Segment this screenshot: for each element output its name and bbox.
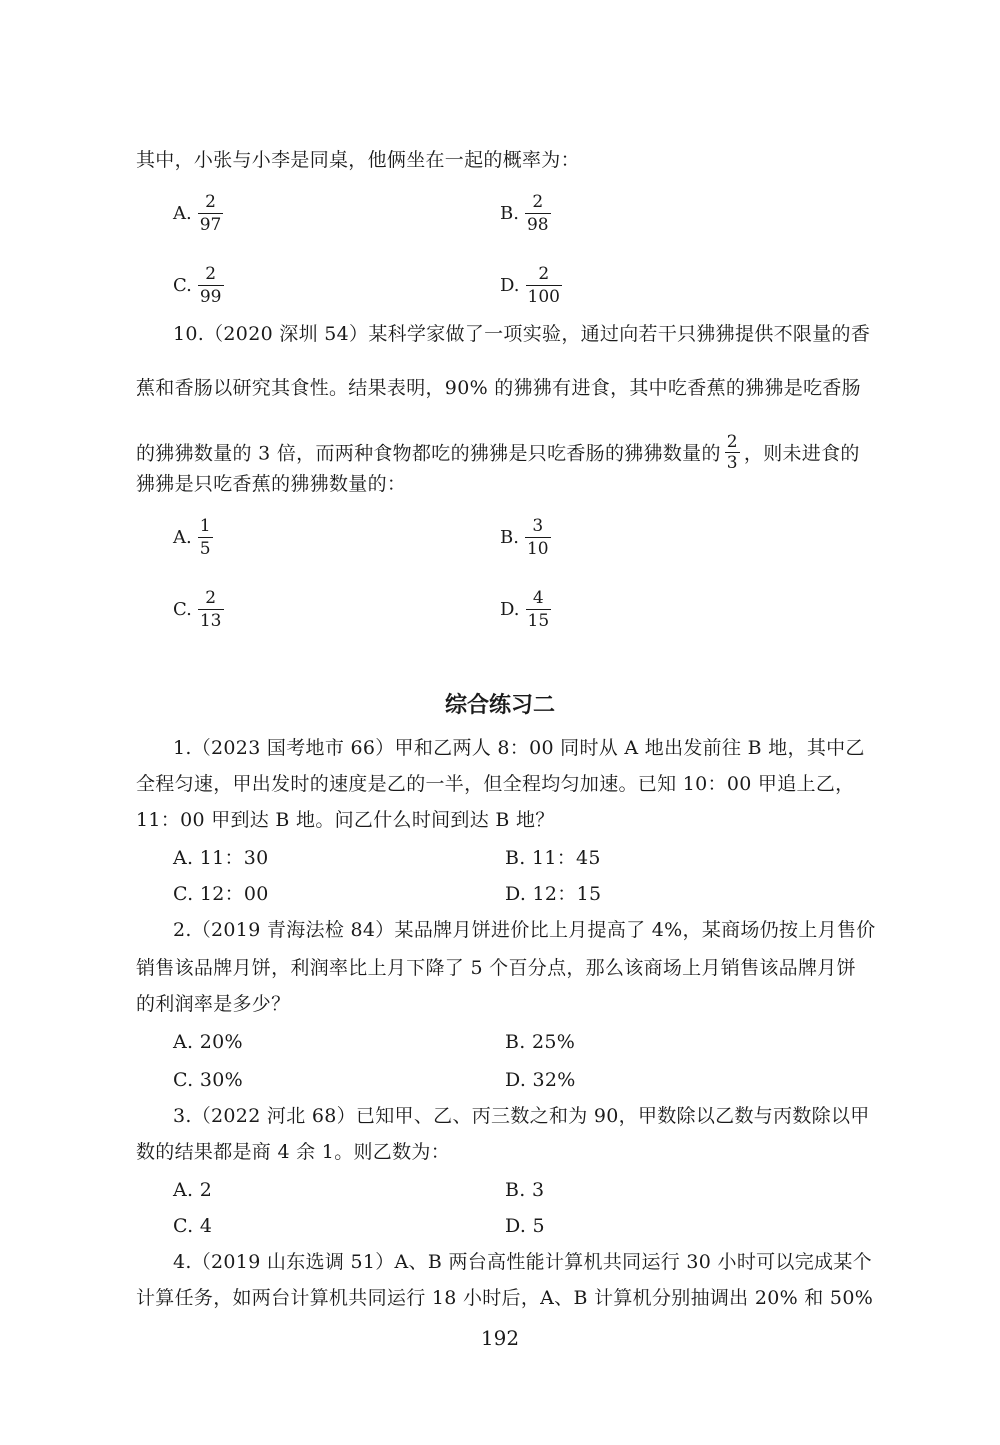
p2-option-d[interactable]: D. 32% (505, 1069, 576, 1091)
fraction: $\frac{2}{97}$ (199, 192, 222, 235)
inline-fraction: $\frac{2}{3}$ (726, 432, 738, 473)
option-label: C. (173, 275, 192, 296)
p2-option-c[interactable]: C. 30% (173, 1069, 243, 1091)
p1-line-3: 11：00 甲到达 B 地。问乙什么时间到达 B 地？ (136, 809, 555, 831)
section-title: 综合练习二 (444, 693, 555, 718)
p2-line-2: 销售该品牌月饼，利润率比上月下降了 5 个百分点，那么该商场上月销售该品牌月饼 (136, 957, 856, 979)
fraction: $\frac{4}{15}$ (527, 588, 550, 631)
fraction: $\frac{2}{100}$ (527, 264, 560, 307)
q9-option-c[interactable] (173, 264, 224, 307)
p1-option-b[interactable]: B. 11：45 (505, 847, 601, 869)
p2-line-3: 的利润率是多少？ (136, 993, 291, 1015)
option-label: A. (173, 203, 192, 224)
q10-option-a[interactable] (173, 516, 213, 559)
p2-line-1: 2.（2019 青海法检 84）某品牌月饼进价比上月提高了 4%，某商场仍按上月售价 (173, 919, 876, 941)
q10-option-c[interactable] (173, 588, 224, 631)
q10-line-2: 蕉和香肠以研究其食性。结果表明，90% 的狒狒有进食，其中吃香蕉的狒狒是吃香肠 (136, 377, 861, 399)
p4-line-1: 4.（2019 山东选调 51）A、B 两台高性能计算机共同运行 30 小时可以完成某个 (173, 1251, 872, 1273)
p4-line-2: 计算任务，如两台计算机共同运行 18 小时后，A、B 计算机分别抽调出 20% 和 50% (136, 1287, 874, 1309)
q9-option-d[interactable] (500, 264, 562, 307)
q10-option-b[interactable] (500, 516, 551, 559)
q9-option-a[interactable] (173, 192, 223, 235)
p3-option-b[interactable]: B. 3 (505, 1179, 545, 1201)
p3-option-a[interactable]: A. 2 (173, 1179, 213, 1201)
option-label: D. (500, 275, 520, 296)
fraction: $\frac{3}{10}$ (526, 516, 549, 559)
p3-option-c[interactable]: C. 4 (173, 1215, 213, 1237)
p3-line-1: 3.（2022 河北 68）已知甲、乙、丙三数之和为 90，甲数除以乙数与丙数除以甲 (173, 1105, 870, 1127)
q9-option-b[interactable] (500, 192, 551, 235)
fraction: $\frac{2}{99}$ (199, 264, 222, 307)
fraction: $\frac{2}{98}$ (526, 192, 549, 235)
p1-line-2: 全程匀速，甲出发时的速度是乙的一半，但全程均匀加速。已知 10：00 甲追上乙， (136, 773, 855, 795)
q10-line-4: 狒狒是只吃香蕉的狒狒数量的： (136, 473, 407, 495)
option-label: B. (500, 527, 519, 548)
option-label: B. (500, 203, 519, 224)
p2-option-a[interactable]: A. 20% (173, 1031, 243, 1053)
p1-option-d[interactable]: D. 12：15 (505, 883, 602, 905)
p3-option-d[interactable]: D. 5 (505, 1215, 545, 1237)
fraction: $\frac{2}{13}$ (199, 588, 222, 631)
option-label: A. (173, 527, 192, 548)
page-number: 192 (480, 1326, 520, 1350)
q10-line-3: 的狒狒数量的 3 倍，而两种食物都吃的狒狒是只吃香肠的狒狒数量的 $\frac{2}{3}$ ，则未进食的 (136, 432, 860, 473)
option-label: C. (173, 599, 192, 620)
fraction: $\frac{1}{5}$ (199, 516, 211, 559)
q9-text: 其中，小张与小李是同桌，他俩坐在一起的概率为： (136, 149, 580, 171)
p1-option-a[interactable]: A. 11：30 (173, 847, 269, 869)
p3-line-2: 数的结果都是商 4 余 1。则乙数为： (136, 1141, 450, 1163)
p1-option-c[interactable]: C. 12：00 (173, 883, 269, 905)
p2-option-b[interactable]: B. 25% (505, 1031, 576, 1053)
option-label: D. (500, 599, 520, 620)
q10-option-d[interactable] (500, 588, 551, 631)
q10-line-1: 10.（2020 深圳 54）某科学家做了一项实验，通过向若干只狒狒提供不限量的香 (173, 323, 871, 345)
p1-line-1: 1.（2023 国考地市 66）甲和乙两人 8：00 同时从 A 地出发前往 B 地，其中乙 (173, 737, 865, 759)
